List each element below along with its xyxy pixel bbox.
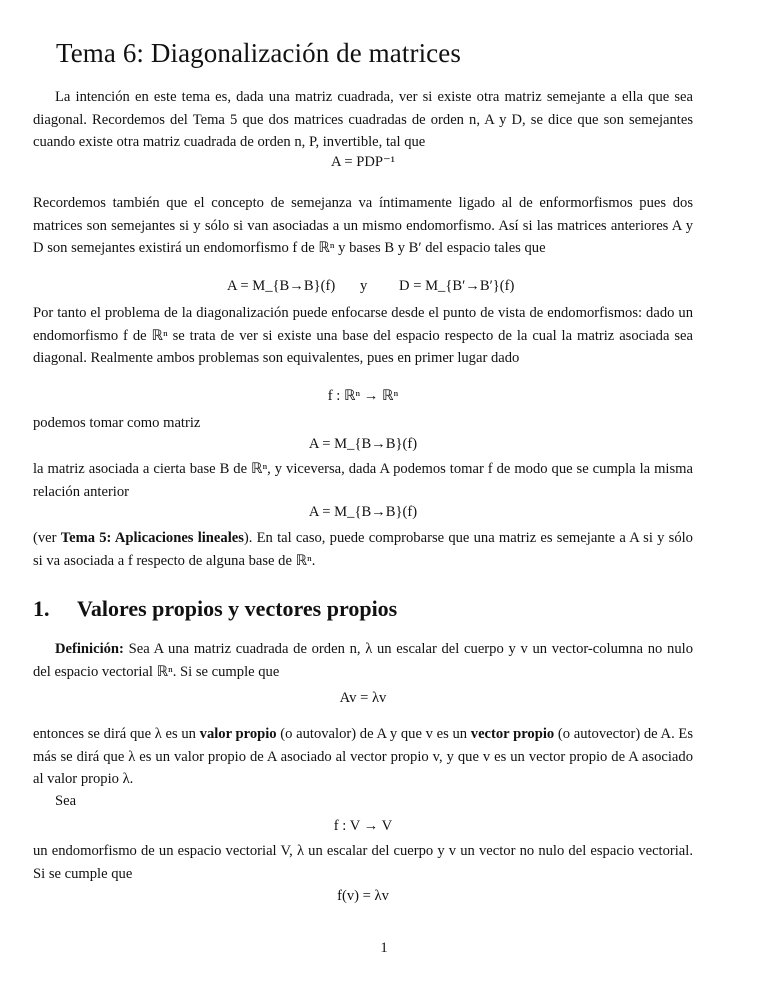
reference-link-tema5: Tema 5: Aplicaciones lineales <box>60 530 244 546</box>
paragraph-take-matrix: podemos tomar como matriz <box>33 415 201 431</box>
eigen-text-3: (o autovector) de A. Es más se dirá que λ es un valor propio de A asociado al vector propio v, y que v es un vector propio de A asociado al valor propio λ. <box>33 726 693 787</box>
equation-matrix-pair <box>33 276 693 296</box>
equation-eigen: Av = λv <box>339 690 387 706</box>
reference-open: (ver <box>33 530 61 546</box>
paragraph-similarity-endomorphism: Recordemos también que el concepto de semejanza va íntimamente ligado al de enformorfismos pues dos matrices son semejantes si y sólo si van asociadas a un mismo endomorfismo. Así si las matrices anteriores A y D son semejantes existirá un endomorfismo f de ℝⁿ y bases B y B′ del espacio tales que <box>33 195 693 256</box>
equation-matrix-1: A = M_{B→B}(f) <box>308 436 418 452</box>
term-valor-propio: valor propio <box>199 726 277 742</box>
section-number: 1. <box>33 596 50 621</box>
definition-paragraph <box>33 638 693 683</box>
definition-text: Sea A una matriz cuadrada de orden n, λ un escalar del cuerpo y v un vector-columna no nulo del espacio vectorial ℝⁿ. Si se cumple que <box>33 641 693 680</box>
paragraph-sea: Sea <box>55 793 77 809</box>
paragraph-diagonalization-problem: Por tanto el problema de la diagonalización puede enfocarse desde el punto de vista de endomorfismos: dado un endomorfismo f de ℝⁿ se trata de ver si existe una base del espacio respecto de la cual la matriz asociada sea diagonal. Realmente ambos problemas son equivalentes, pues en primer lugar dado <box>33 305 693 366</box>
equation-map: f : ℝⁿ → ℝⁿ <box>327 388 399 404</box>
page-number: 1 <box>380 940 388 956</box>
eigen-text-1: entonces se dirá que λ es un <box>33 726 200 742</box>
paragraph-conversely: la matriz asociada a cierta base B de ℝⁿ, y viceversa, dada A podemos tomar f de modo que se cumpla la misma relación anterior <box>33 461 693 500</box>
paragraph-eigen-definition <box>33 723 693 791</box>
paragraph-reference <box>33 527 693 572</box>
term-vector-propio: vector propio <box>470 726 555 742</box>
definition-label: Definición: <box>55 641 124 657</box>
reference-rest: ). En tal caso, puede comprobarse que una matriz es semejante a A si y sólo si va asociada a f respecto de alguna base de ℝⁿ. <box>33 530 693 569</box>
paragraph-endomorphism: un endomorfismo de un espacio vectorial V, λ un escalar del cuerpo y v un vector no nulo del espacio vectorial. Si se cumple que <box>33 843 693 882</box>
equation-similarity: A = PDP⁻¹ <box>330 154 396 170</box>
intro-paragraph: La intención en este tema es, dada una matriz cuadrada, ver si existe otra matriz semejante a ella que sea diagonal. Recordemos del Tema 5 que dos matrices cuadradas de orden n, A y D, se dice que son semejantes cuando existe otra matriz cuadrada de orden n, P, invertible, tal que <box>33 89 693 150</box>
equation-endomorphism-eigen: f(v) = λv <box>337 888 389 904</box>
page-title: Tema 6: Diagonalización de matrices <box>56 38 461 68</box>
equation-matrix-2: A = M_{B→B}(f) <box>308 504 418 520</box>
equation-pair-right: D = M_{B′→B′}(f) <box>399 278 515 294</box>
equation-endomorphism: f : V → V <box>333 818 393 834</box>
eigen-text-2: (o autovalor) de A y que v es un <box>276 726 471 742</box>
section-title: Valores propios y vectores propios <box>77 596 398 621</box>
equation-pair-left: A = M_{B→B}(f) <box>227 278 336 294</box>
equation-pair-connector: y <box>360 278 368 294</box>
section-heading <box>33 596 397 622</box>
